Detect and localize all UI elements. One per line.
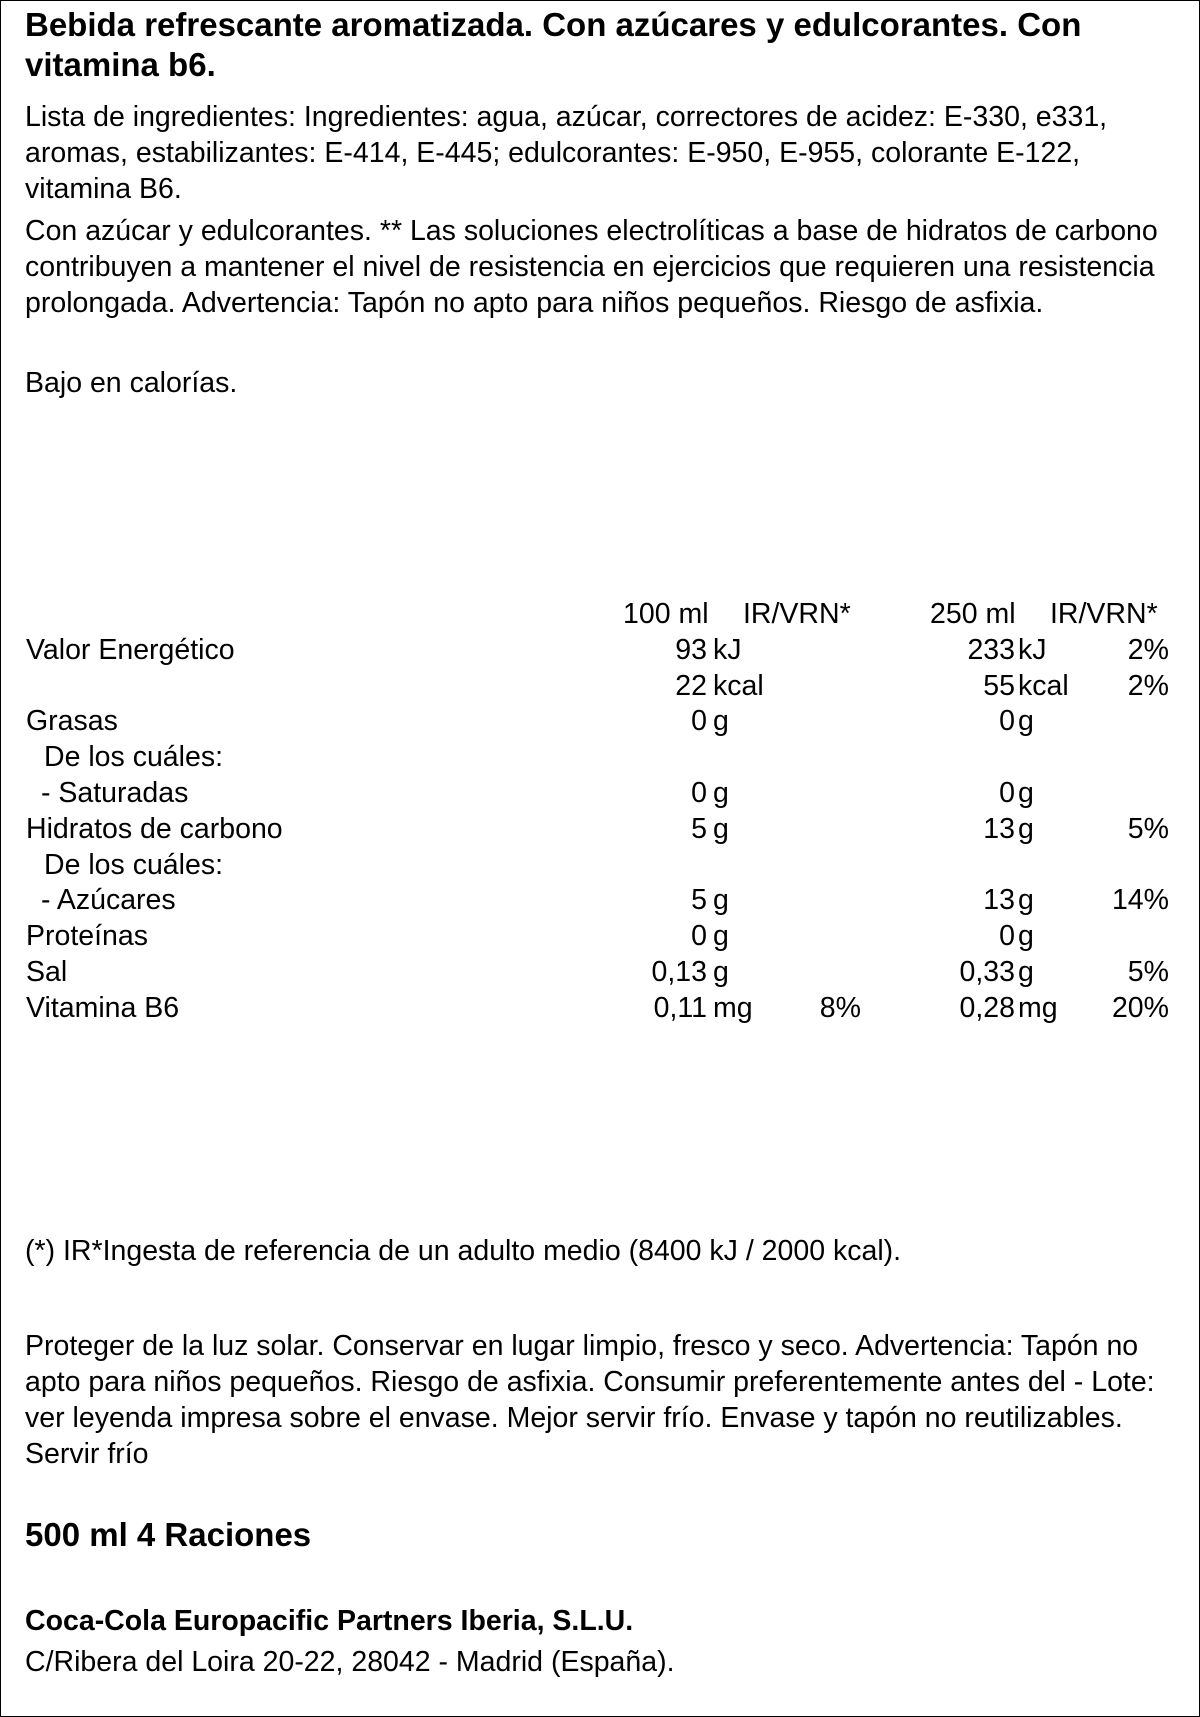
- nutrient-label: Valor Energético: [26, 633, 235, 666]
- unit-100ml: g: [713, 776, 729, 809]
- nutrition-header-row: [1, 598, 1199, 634]
- value-250ml: 0: [999, 705, 1015, 738]
- value-250ml: 13: [983, 812, 1015, 845]
- unit-250ml: mg: [1018, 991, 1058, 1024]
- product-title: Bebida refrescante aromatizada. Con azúcares y edulcorantes. Con vitamina b6.: [25, 6, 1082, 83]
- value-100ml: 0: [691, 776, 707, 809]
- nutrient-label: Sal: [26, 955, 68, 988]
- nutrient-label: - Saturadas: [41, 776, 189, 809]
- nutrient-label: De los cuáles:: [44, 741, 224, 774]
- value-250ml: 0: [999, 776, 1015, 809]
- unit-250ml: g: [1018, 776, 1034, 809]
- header-250ml: 250 ml: [930, 598, 1016, 630]
- unit-100ml: kJ: [713, 633, 742, 666]
- nutrition-row: [1, 741, 1199, 777]
- unit-100ml: kcal: [713, 669, 764, 702]
- value-250ml: 55: [983, 669, 1015, 702]
- unit-250ml: kcal: [1018, 669, 1069, 702]
- storage-instructions: Proteger de la luz solar. Conservar en lugar limpio, fresco y seco. Advertencia: Tapón no apto para niños pequeños. Riesgo de asfixia. Consumir preferentemente antes del - Lote: ver leyenda impresa sobre el envase. Mejor servir frío. Envase y tapón no reutilizables. Servir frío: [25, 1330, 1155, 1470]
- header-100ml: 100 ml: [623, 598, 709, 630]
- value-250ml: 0: [999, 920, 1015, 953]
- unit-250ml: g: [1018, 884, 1034, 917]
- reference-intake-note: (*) IR*Ingesta de referencia de un adulto medio (8400 kJ / 2000 kcal).: [25, 1235, 902, 1267]
- nutrition-row: [1, 634, 1199, 670]
- value-250ml: 233: [967, 633, 1015, 666]
- value-250ml: 0,28: [959, 991, 1015, 1024]
- nutrient-label: - Azúcares: [41, 884, 176, 917]
- unit-100ml: g: [713, 920, 729, 953]
- low-calorie-claim: Bajo en calorías.: [25, 367, 238, 399]
- value-100ml: 0: [691, 705, 707, 738]
- nutrition-row: [1, 813, 1199, 849]
- value-100ml: 5: [691, 812, 707, 845]
- ir-250ml: 5%: [1127, 812, 1169, 845]
- ir-250ml: 2%: [1127, 633, 1169, 666]
- nutrient-label: Proteínas: [26, 920, 148, 953]
- nutrient-label: De los cuáles:: [44, 848, 224, 881]
- unit-250ml: g: [1018, 920, 1034, 953]
- ir-250ml: 14%: [1111, 884, 1169, 917]
- nutrition-row: [1, 884, 1199, 920]
- unit-250ml: kJ: [1018, 633, 1047, 666]
- header-ir-100ml: IR/VRN*: [743, 598, 851, 630]
- ir-250ml: 2%: [1127, 669, 1169, 702]
- nutrition-row: [1, 777, 1199, 813]
- unit-100ml: g: [713, 705, 729, 738]
- value-100ml: 5: [691, 884, 707, 917]
- unit-250ml: g: [1018, 705, 1034, 738]
- value-100ml: 0,13: [651, 955, 707, 988]
- nutrition-row: [1, 920, 1199, 956]
- ir-250ml: 5%: [1127, 955, 1169, 988]
- value-250ml: 0,33: [959, 955, 1015, 988]
- ir-250ml: 20%: [1111, 991, 1169, 1024]
- value-100ml: 22: [675, 669, 707, 702]
- nutrient-label: Hidratos de carbono: [26, 812, 283, 845]
- nutrient-label: Vitamina B6: [26, 991, 180, 1024]
- value-100ml: 0: [691, 920, 707, 953]
- header-ir-250ml: IR/VRN*: [1050, 598, 1158, 630]
- unit-250ml: g: [1018, 955, 1034, 988]
- value-100ml: 0,11: [653, 991, 707, 1024]
- nutrition-row: [1, 670, 1199, 706]
- unit-100ml: mg: [713, 991, 753, 1024]
- value-250ml: 13: [983, 884, 1015, 917]
- unit-100ml: g: [713, 955, 729, 988]
- nutrition-row: [1, 849, 1199, 885]
- nutrition-row: [1, 705, 1199, 741]
- nutrition-row: [1, 992, 1199, 1028]
- nutrition-row: [1, 956, 1199, 992]
- claims-text: Con azúcar y edulcorantes. ** Las soluciones electrolíticas a base de hidratos de carbono contribuyen a mantener el nivel de resistencia en ejercicios que requieren una resistencia prolongada. Advertencia: Tapón no apto para niños pequeños. Riesgo de asfixia.: [25, 215, 1158, 319]
- company-address: C/Ribera del Loira 20-22, 28042 - Madrid (España).: [25, 1646, 675, 1678]
- nutrition-table: [1, 598, 1199, 1028]
- volume-servings: 500 ml 4 Raciones: [25, 1516, 312, 1553]
- ir-100ml: 8%: [819, 991, 861, 1024]
- unit-100ml: g: [713, 884, 729, 917]
- ingredients-list: Lista de ingredientes: Ingredientes: agua, azúcar, correctores de acidez: E-330, e331, aromas, estabilizantes: E-414, E-445; edulcorantes: E-950, E-955, colorante E-122, vitamina B6.: [25, 101, 1108, 205]
- value-100ml: 93: [675, 633, 707, 666]
- unit-100ml: g: [713, 812, 729, 845]
- unit-250ml: g: [1018, 812, 1034, 845]
- company-name: Coca-Cola Europacific Partners Iberia, S.L.U.: [25, 1605, 634, 1637]
- nutrient-label: Grasas: [26, 705, 118, 738]
